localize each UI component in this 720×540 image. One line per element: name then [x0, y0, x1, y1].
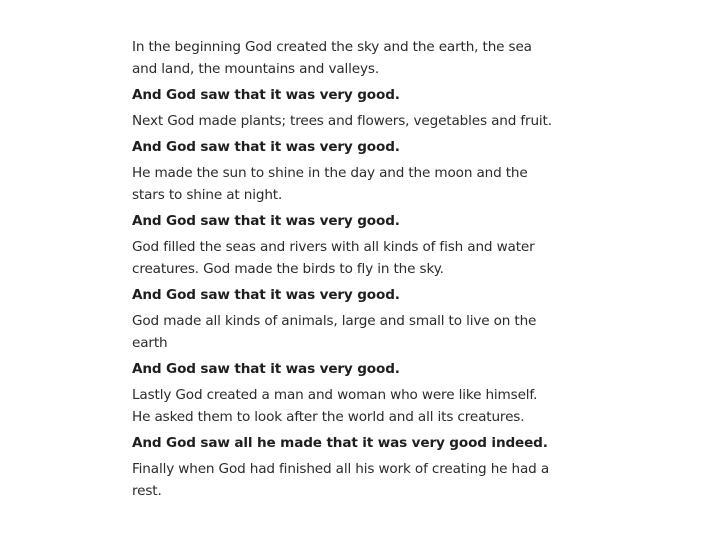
refrain-final-line: And God saw all he made that it was very good indeed. — [132, 435, 548, 451]
paragraph-fish-birds: God filled the seas and rivers with all kinds of fish and water creatures. God made the birds to fly in the sky. — [132, 239, 535, 277]
paragraph-humans: Lastly God created a man and woman who were like himself. He asked them to look after the world and all its creatures. — [132, 387, 538, 425]
paragraph-sun-moon: He made the sun to shine in the day and the moon and the stars to shine at night. — [132, 165, 528, 203]
refrain-line: And God saw that it was very good. — [132, 361, 400, 377]
paragraph-animals: God made all kinds of animals, large and small to live on the earth — [132, 313, 537, 351]
story-text — [132, 36, 552, 506]
paragraph-creation: In the beginning God created the sky and the earth, the sea and land, the mountains and valleys. — [132, 39, 532, 77]
refrain-line: And God saw that it was very good. — [132, 139, 400, 155]
refrain-line: And God saw that it was very good. — [132, 213, 400, 229]
paragraph-plants: Next God made plants; trees and flowers, vegetables and fruit. — [132, 113, 552, 129]
refrain-line: And God saw that it was very good. — [132, 87, 400, 103]
refrain-line: And God saw that it was very good. — [132, 287, 400, 303]
paragraph-rest: Finally when God had finished all his work of creating he had a rest. — [132, 461, 550, 499]
